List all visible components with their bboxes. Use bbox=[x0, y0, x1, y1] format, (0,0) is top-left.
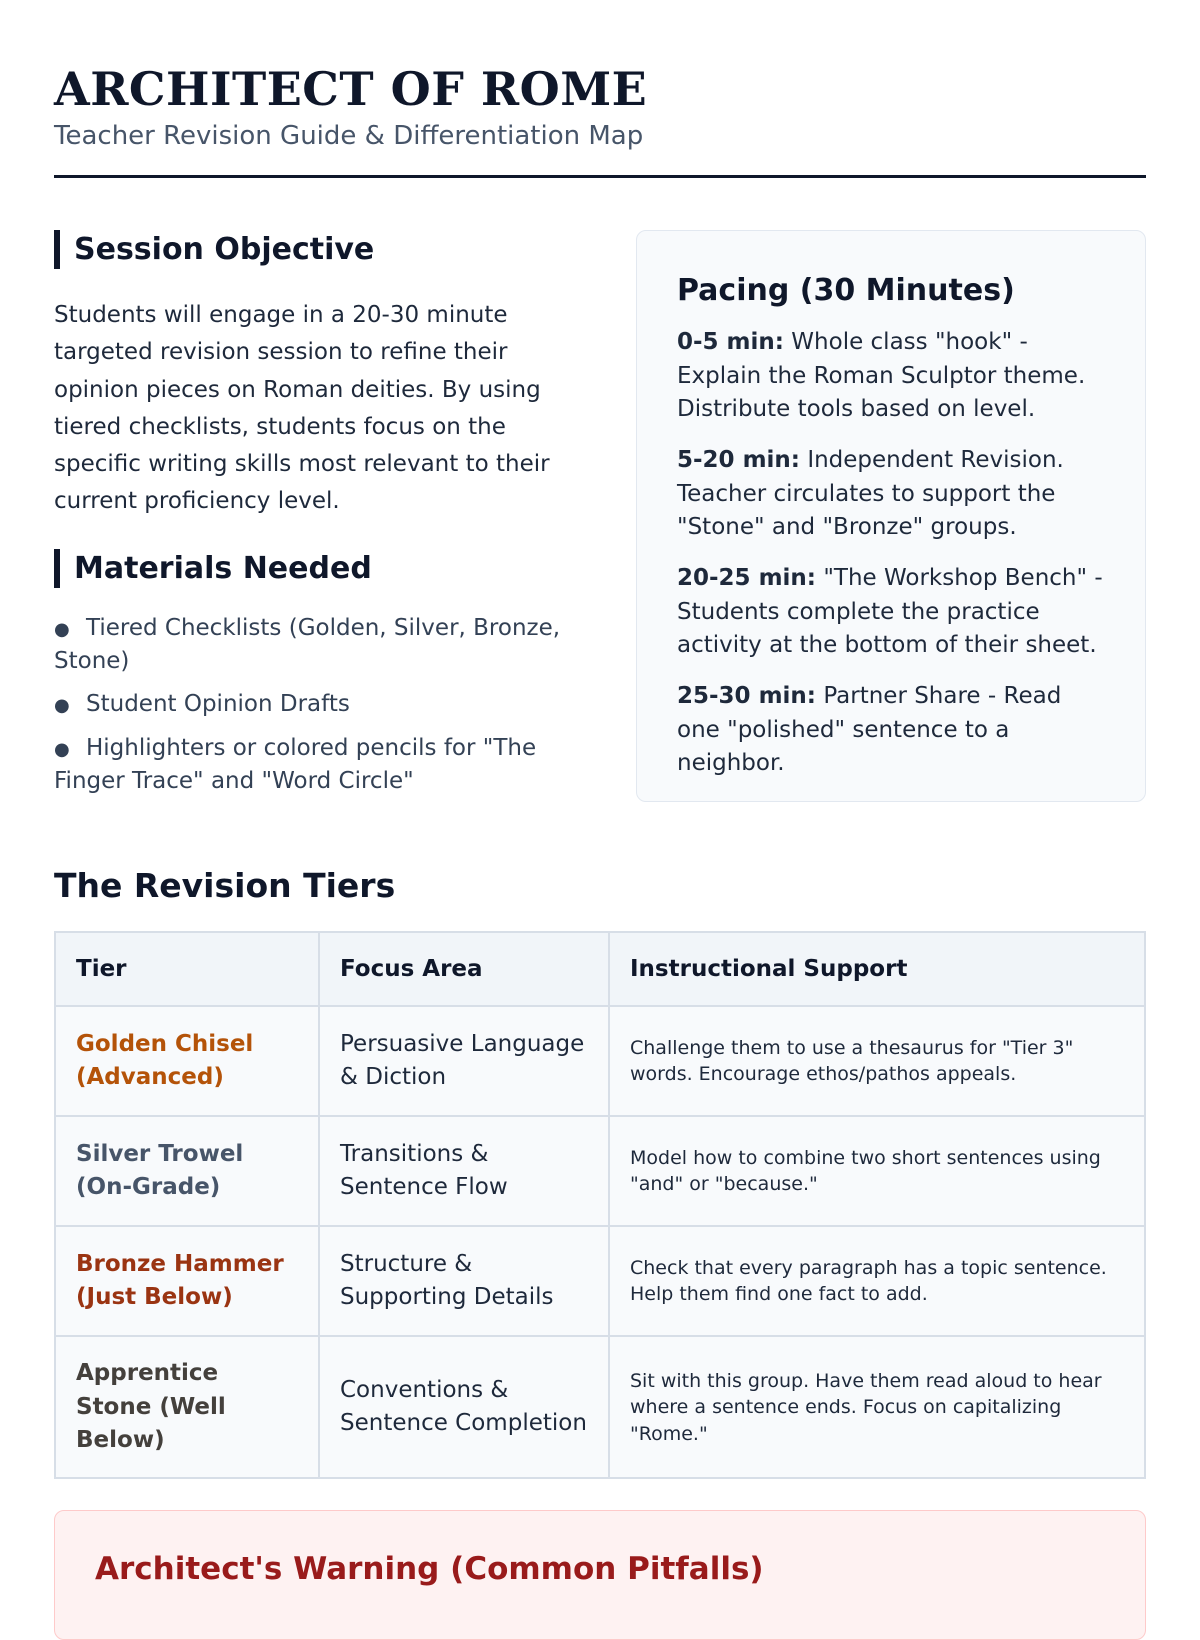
pacing-item bbox=[677, 444, 1105, 544]
pacing-time: 0-5 min: bbox=[677, 329, 784, 356]
instructional-support: Check that every paragraph has a topic sentence. Help them find one fact to add. bbox=[630, 1257, 1107, 1306]
list-item-text: Tiered Checklists (Golden, Silver, Bronze, Stone) bbox=[54, 614, 561, 675]
focus-area: Structure & Supporting Details bbox=[340, 1251, 554, 1311]
table-row bbox=[55, 1116, 1145, 1226]
list-item bbox=[54, 688, 574, 721]
pacing-title: Pacing (30 Minutes) bbox=[677, 273, 1015, 309]
pacing-card bbox=[636, 230, 1146, 802]
warning-card bbox=[54, 1510, 1146, 1640]
bullet-icon: ● bbox=[54, 618, 70, 640]
table-row bbox=[55, 1336, 1145, 1478]
left-column bbox=[54, 230, 574, 808]
objective-heading: Session Objective bbox=[54, 230, 574, 269]
tier-name: Apprentice Stone (Well Below) bbox=[76, 1360, 226, 1454]
table-row bbox=[55, 1006, 1145, 1116]
overview-section bbox=[54, 230, 1146, 808]
pacing-item bbox=[677, 562, 1105, 662]
pacing-text: Independent Revision. Teacher circulates to support the "Stone" and "Bronze" groups. bbox=[677, 447, 1064, 540]
header-divider bbox=[54, 175, 1146, 178]
pacing-text: Partner Share - Read one "polished" sentence to a neighbor. bbox=[677, 683, 1062, 776]
column-header-support: Instructional Support bbox=[609, 932, 1145, 1006]
tiers-heading: The Revision Tiers bbox=[54, 866, 396, 906]
list-item-text: Highlighters or colored pencils for "The Finger Trace" and "Word Circle" bbox=[54, 734, 537, 795]
table-header-row bbox=[55, 932, 1145, 1006]
materials-heading: Materials Needed bbox=[54, 549, 574, 588]
column-header-tier: Tier bbox=[55, 932, 319, 1006]
tier-name: Silver Trowel (On-Grade) bbox=[76, 1141, 244, 1201]
pacing-time: 5-20 min: bbox=[677, 447, 800, 474]
pacing-item bbox=[677, 326, 1105, 426]
bullet-icon: ● bbox=[54, 738, 70, 760]
pacing-text: Whole class "hook" - Explain the Roman Sculptor theme. Distribute tools based on level. bbox=[677, 329, 1086, 422]
tier-name: Bronze Hammer (Just Below) bbox=[76, 1251, 284, 1311]
list-item-text: Student Opinion Drafts bbox=[86, 691, 350, 718]
page-subtitle: Teacher Revision Guide & Differentiation Map bbox=[54, 121, 644, 152]
tier-name: Golden Chisel (Advanced) bbox=[76, 1031, 254, 1091]
objective-text: Students will engage in a 20-30 minute targeted revision session to refine their opinion pieces on Roman deities. By using tiered checklists, students focus on the specific writing skills most relevant to their current proficiency level. bbox=[54, 302, 550, 515]
list-item bbox=[54, 732, 574, 799]
warning-title: Architect's Warning (Common Pitfalls) bbox=[95, 1551, 764, 1587]
pacing-item bbox=[677, 680, 1105, 780]
list-item bbox=[54, 612, 574, 679]
table-row bbox=[55, 1226, 1145, 1336]
materials-list bbox=[54, 612, 574, 799]
pacing-time: 20-25 min: bbox=[677, 565, 816, 592]
instructional-support: Sit with this group. Have them read aloud to hear where a sentence ends. Focus on capitalizing "Rome." bbox=[630, 1370, 1102, 1445]
page-title: ARCHITECT OF ROME bbox=[54, 62, 648, 116]
instructional-support: Challenge them to use a thesaurus for "Tier 3" words. Encourage ethos/pathos appeals. bbox=[630, 1037, 1074, 1086]
pacing-text: "The Workshop Bench" - Students complete the practice activity at the bottom of their sheet. bbox=[677, 565, 1103, 658]
column-header-focus: Focus Area bbox=[319, 932, 609, 1006]
focus-area: Persuasive Language & Diction bbox=[340, 1031, 585, 1091]
instructional-support: Model how to combine two short sentences using "and" or "because." bbox=[630, 1147, 1101, 1196]
revision-tiers-table bbox=[54, 931, 1146, 1479]
pacing-time: 25-30 min: bbox=[677, 683, 816, 710]
focus-area: Transitions & Sentence Flow bbox=[340, 1141, 508, 1201]
focus-area: Conventions & Sentence Completion bbox=[340, 1377, 587, 1437]
bullet-icon: ● bbox=[54, 695, 70, 717]
